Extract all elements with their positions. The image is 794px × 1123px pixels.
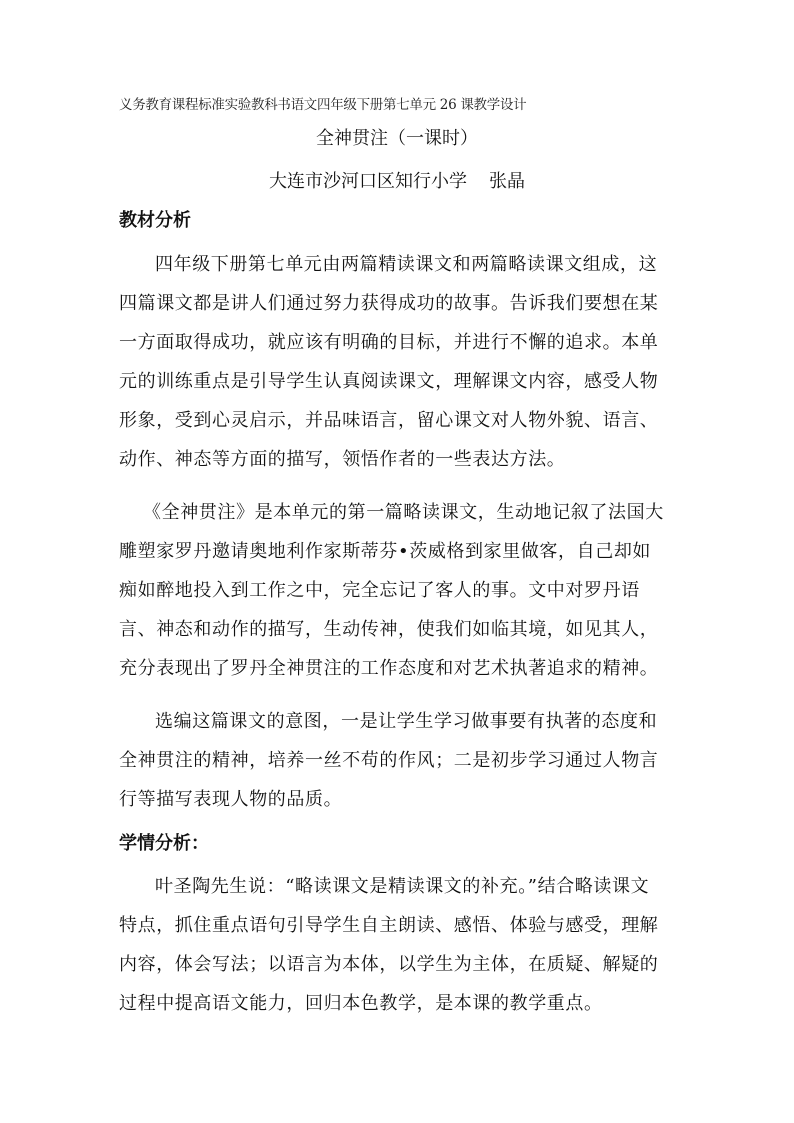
material-analysis-paragraph-3 (119, 702, 677, 819)
paragraph-line: 行等描写表现人物的品质。 (119, 789, 343, 810)
section-heading-material-analysis: 教材分析 (119, 210, 191, 231)
document-subtitle: 义务教育课程标准实验教科书语文四年级下册第七单元 26 课教学设计 (119, 97, 527, 113)
paragraph-line: 元的训练重点是引导学生认真阅读课文，理解课文内容，感受人物 (119, 371, 659, 392)
material-analysis-paragraph-2 (119, 493, 677, 688)
paragraph-line: 一方面取得成功，就应该有明确的目标，并进行不懈的追求。本单 (119, 332, 659, 353)
paragraph-line: 雕塑家罗丹邀请奥地利作家斯蒂芬•茨威格到家里做客，自己却如 (119, 541, 652, 562)
paragraph-line: 《全神贯注》是本单元的第一篇略读课文，生动地记叙了法国大 (143, 502, 664, 523)
material-analysis-paragraph-1 (119, 245, 677, 479)
paragraph-line: 痴如醉地投入到工作之中，完全忘记了客人的事。文中对罗丹语 (119, 580, 640, 601)
paragraph-line: 形象，受到心灵启示，并品味语言，留心课文对人物外貌、语言、 (119, 410, 659, 431)
school-name: 大连市沙河口区知行小学 (269, 171, 467, 192)
paragraph-line: 过程中提高语文能力，回归本色教学，是本课的教学重点。 (119, 993, 603, 1014)
lesson-title: 全神贯注（一课时） (316, 128, 478, 149)
section-heading-student-analysis: 学情分析： (119, 833, 209, 854)
paragraph-line: 言、神态和动作的描写，生动传神，使我们如临其境，如见其人， (119, 619, 659, 640)
paragraph-line: 全神贯注的精神，培养一丝不苟的作风；二是初步学习通过人物言 (119, 750, 659, 771)
student-analysis-paragraph-1 (119, 867, 677, 1023)
paragraph-line: 特点，抓住重点语句引导学生自主朗读、感悟、体验与感受，理解 (119, 915, 659, 936)
author-line (0, 167, 794, 197)
paragraph-line: 四篇课文都是讲人们通过努力获得成功的故事。告诉我们要想在某 (119, 293, 659, 314)
paragraph-line: 内容，体会写法；以语言为本体，以学生为主体，在质疑、解疑的 (119, 954, 659, 975)
paragraph-line: 四年级下册第七单元由两篇精读课文和两篇略读课文组成，这 (155, 254, 658, 275)
paragraph-line: 选编这篇课文的意图，一是让学生学习做事要有执著的态度和 (155, 711, 658, 732)
paragraph-line: 动作、神态等方面的描写，领悟作者的一些表达方法。 (119, 449, 566, 470)
paragraph-line: 充分表现出了罗丹全神贯注的工作态度和对艺术执著追求的精神。 (119, 658, 659, 679)
paragraph-line: 叶圣陶先生说：“略读课文是精读课文的补充。”结合略读课文 (155, 876, 650, 897)
author-name: 张晶 (489, 171, 525, 192)
